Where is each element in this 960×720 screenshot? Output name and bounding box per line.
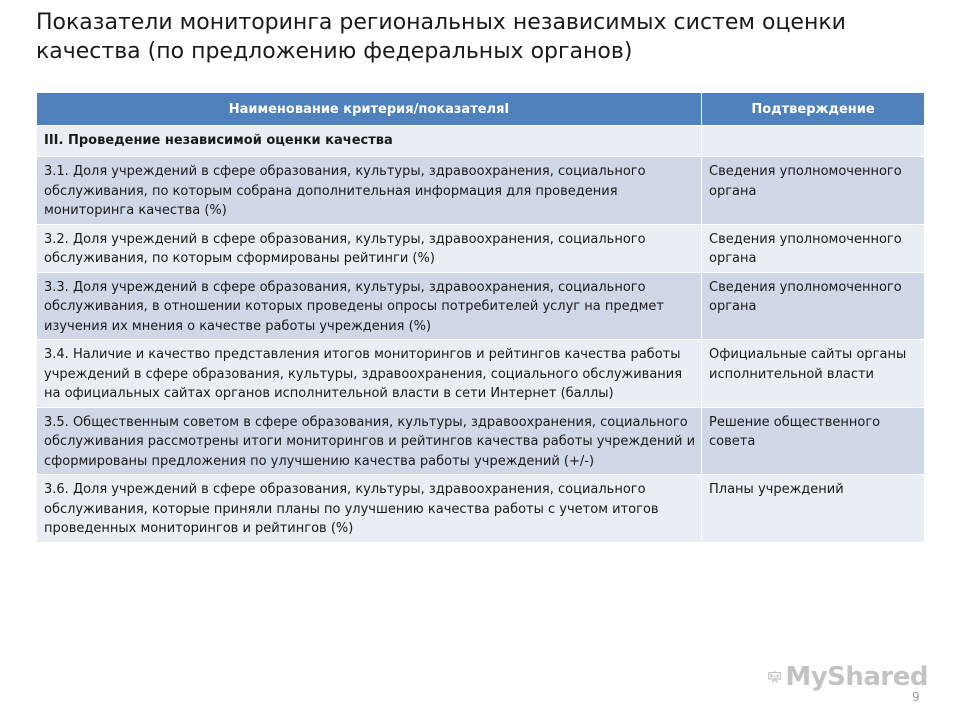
criterion-cell: 3.1. Доля учреждений в сфере образования, культуры, здравоохранения, социального обслуживания, по которым собрана дополнительная информация для проведения мониторинга качества (%) <box>37 157 702 225</box>
criterion-cell: 3.4. Наличие и качество представления итогов мониторингов и рейтингов качества работы учреждений в сфере образования, культуры, здравоохранения, социального обслуживания на официальных сайтах органов исполнительной власти в сети Интернет (баллы) <box>37 340 702 408</box>
column-header-criterion: Наименование критерия/показателяI <box>37 93 702 126</box>
column-header-confirmation: Подтверждение <box>702 93 925 126</box>
confirmation-cell: Сведения уполномоченного органа <box>702 224 925 272</box>
watermark-text: MyShared <box>785 662 928 692</box>
criterion-cell: 3.6. Доля учреждений в сфере образования, культуры, здравоохранения, социального обслуживания, которые приняли планы по улучшению качества работы с учетом итогов проведенных мониторингов и рейтингов (%) <box>37 475 702 543</box>
watermark-logo <box>768 660 928 694</box>
table-row <box>37 407 925 475</box>
section-empty-cell <box>702 126 925 157</box>
table-row <box>37 340 925 408</box>
presentation-board-icon <box>768 662 781 692</box>
section-title: III. Проведение независимой оценки качества <box>37 126 702 157</box>
criterion-cell: 3.2. Доля учреждений в сфере образования, культуры, здравоохранения, социального обслуживания, по которым сформированы рейтинги (%) <box>37 224 702 272</box>
table-row <box>37 272 925 340</box>
criterion-cell: 3.3. Доля учреждений в сфере образования, культуры, здравоохранения, социального обслуживания, в отношении которых проведены опросы потребителей услуг на предмет изучения их мнения о качестве работы учреждения (%) <box>37 272 702 340</box>
table-row <box>37 475 925 543</box>
table-row <box>37 224 925 272</box>
confirmation-cell: Официальные сайты органы исполнительной власти <box>702 340 925 408</box>
confirmation-cell: Сведения уполномоченного органа <box>702 272 925 340</box>
criterion-cell: 3.5. Общественным советом в сфере образования, культуры, здравоохранения, социального обслуживания рассмотрены итоги мониторингов и рейтингов качества работы учреждений и сформированы предложения по улучшению качества работы учреждений (+/-) <box>37 407 702 475</box>
page-number: 9 <box>912 690 920 704</box>
table-row <box>37 157 925 225</box>
confirmation-cell: Решение общественного совета <box>702 407 925 475</box>
criteria-table <box>36 92 925 543</box>
confirmation-cell: Сведения уполномоченного органа <box>702 157 925 225</box>
slide-title: Показатели мониторинга региональных независимых систем оценки качества (по предложению федеральных органов) <box>36 10 846 64</box>
confirmation-cell: Планы учреждений <box>702 475 925 543</box>
section-row <box>37 126 925 157</box>
table-header-row <box>37 93 925 126</box>
